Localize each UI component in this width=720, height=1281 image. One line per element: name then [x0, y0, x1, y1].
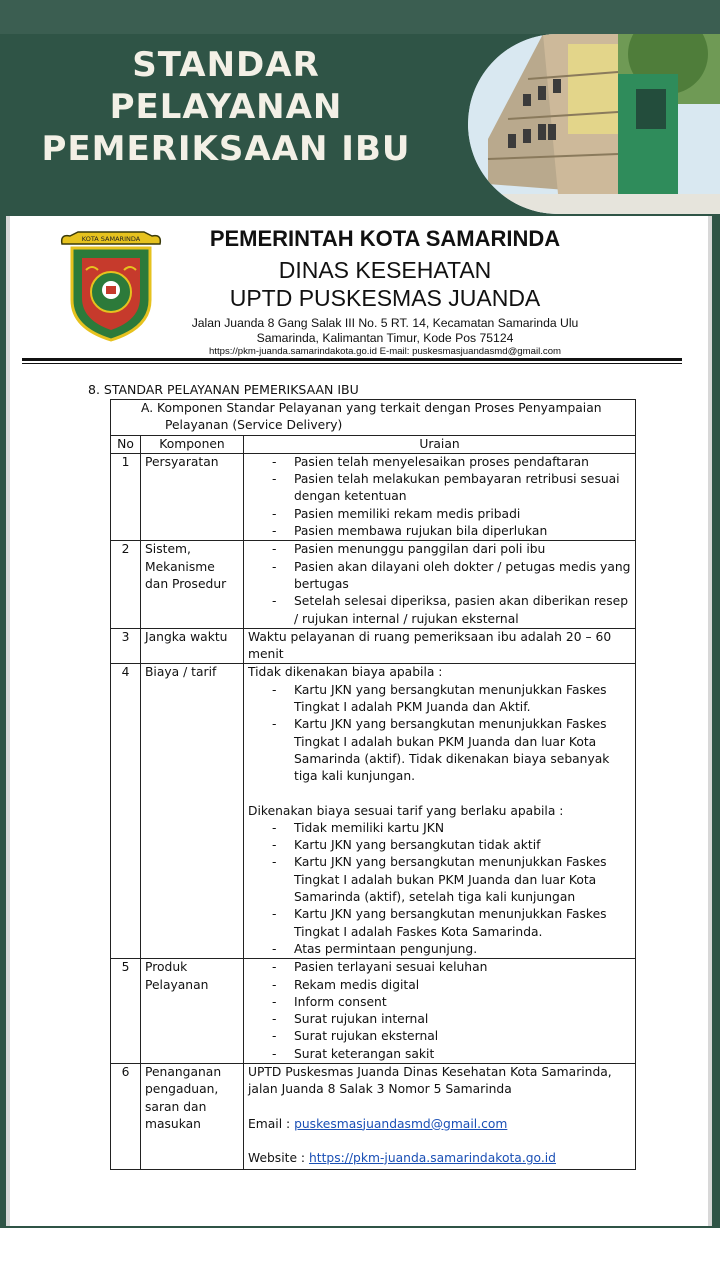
table-row [111, 959, 636, 1064]
list-item: - Pasien membawa rujukan bila diperlukan [248, 523, 631, 540]
list-item: - Inform consent [248, 994, 631, 1011]
complaint-address: UPTD Puskesmas Juanda Dinas Kesehatan Kota Samarinda, jalan Juanda 8 Salak 3 Nomor 5 Samarinda [248, 1064, 612, 1097]
top-strip [0, 0, 720, 34]
caption-line1: A. Komponen Standar Pelayanan yang terkait dengan Proses Penyampaian [141, 401, 602, 415]
list-item: - Kartu JKN yang bersangkutan menunjukkan Faskes Tingkat I adalah bukan PKM Juanda dan luar Kota Samarinda (aktif). Tidak dikenakan biaya sebanyak tiga kali kunjungan. [248, 716, 631, 785]
table-caption-row [111, 400, 636, 436]
website-link[interactable]: https://pkm-juanda.samarindakota.go.id [308, 1150, 556, 1165]
list-item: - Pasien akan dilayani oleh dokter / petugas medis yang bertugas [248, 559, 631, 594]
logo-ribbon-text: KOTA SAMARINDA [81, 235, 141, 243]
komponen-line: Pelayanan [145, 977, 209, 992]
list-item: - Tidak memiliki kartu JKN [248, 820, 631, 837]
footer-area [0, 1228, 720, 1281]
komponen-line: dan Prosedur [145, 576, 227, 591]
table-row [111, 1063, 636, 1169]
list-item: - Kartu JKN yang bersangkutan menunjukkan Faskes Tingkat I adalah Faskes Kota Samarinda. [248, 906, 631, 941]
row-no: 1 [111, 453, 141, 540]
table-row [111, 453, 636, 540]
letterhead-government: PEMERINTAH KOTA SAMARINDA [209, 226, 561, 251]
banner-title-line1: STANDAR PELAYANAN [109, 45, 343, 127]
row-uraian [244, 664, 636, 959]
list-item: - Surat rujukan eksternal [248, 1028, 631, 1045]
komponen-line: pengaduan, [145, 1082, 219, 1097]
row-komponen [141, 541, 244, 628]
row-no: 4 [111, 664, 141, 959]
list-item: - Pasien telah melakukan pembayaran retribusi sesuai dengan ketentuan [248, 471, 631, 506]
table-header-row [111, 435, 636, 453]
table-caption [111, 400, 636, 436]
service-standard-table [110, 399, 636, 1170]
building-illustration [468, 34, 720, 214]
row-uraian [244, 1063, 636, 1169]
table-row [111, 541, 636, 628]
building-photo [468, 34, 720, 214]
address-line1: Jalan Juanda 8 Gang Salak III No. 5 RT. 14, Kecamatan Samarinda Ulu [191, 316, 579, 330]
website-label: Website : [248, 1150, 309, 1165]
row-komponen [141, 959, 244, 1064]
row-komponen: Biaya / tarif [141, 664, 244, 959]
komponen-line: Produk [145, 960, 188, 975]
list-item: - Pasien terlayani sesuai keluhan [248, 959, 631, 976]
banner-title-line2: PEMERIKSAAN IBU [41, 129, 411, 169]
row-komponen [141, 1063, 244, 1169]
list-item: - Surat keterangan sakit [248, 1046, 631, 1063]
banner-title [16, 44, 436, 170]
list-item: - Pasien menunggu panggilan dari poli ibu [248, 541, 631, 558]
list-item: - Pasien memiliki rekam medis pribadi [248, 506, 631, 523]
email-label: Email : [248, 1116, 295, 1131]
address-line2: Samarinda, Kalimantan Timur, Kode Pos 75124 [256, 331, 514, 345]
list-item: - Kartu JKN yang bersangkutan menunjukkan Faskes Tingkat I adalah bukan PKM Juanda dan luar Kota Samarinda (aktif), setelah tiga kali kunjungan [248, 854, 631, 906]
list-item: - Kartu JKN yang bersangkutan menunjukkan Faskes Tingkat I adalah PKM Juanda dan Aktif. [248, 682, 631, 717]
email-link[interactable]: puskesmasjuandasmd@gmail.com [294, 1116, 508, 1131]
letterhead-unit: UPTD PUSKESMAS JUANDA [229, 285, 541, 311]
row-uraian [244, 541, 636, 628]
letterhead-agency: DINAS KESEHATAN [278, 257, 492, 283]
letterhead-address [170, 316, 600, 346]
list-item: - Setelah selesai diperiksa, pasien akan diberikan resep / rujukan internal / rujukan eksternal [248, 593, 631, 628]
row-no: 5 [111, 959, 141, 1064]
list-item: - Atas permintaan pengunjung. [248, 941, 631, 958]
row-uraian [244, 453, 636, 540]
section-heading: 8. STANDAR PELAYANAN PEMERIKSAAN IBU [88, 382, 359, 397]
list-item: - Surat rujukan internal [248, 1011, 631, 1028]
letterhead-contact: https://pkm-juanda.samarindakota.go.id E-mail: puskesmasjuandasmd@gmail.com [208, 346, 562, 357]
row-uraian: Waktu pelayanan di ruang pemeriksaan ibu adalah 20 – 60 menit [244, 628, 636, 664]
complaint-email [248, 1116, 631, 1133]
table-row [111, 664, 636, 959]
complaint-website [248, 1150, 631, 1169]
komponen-line: saran dan [145, 1099, 207, 1114]
city-emblem-logo [56, 230, 166, 342]
fee-intro-free: Tidak dikenakan biaya apabila : [248, 665, 443, 680]
row-komponen: Jangka waktu [141, 628, 244, 664]
header-komponen: Komponen [141, 435, 244, 453]
list-item: - Kartu JKN yang bersangkutan tidak aktif [248, 837, 631, 854]
row-no: 2 [111, 541, 141, 628]
header-no: No [111, 435, 141, 453]
list-item: - Pasien telah menyelesaikan proses pendaftaran [248, 454, 631, 471]
letterhead-rule-thin [22, 363, 682, 364]
caption-line2: Pelayanan (Service Delivery) [165, 418, 343, 433]
komponen-line: Sistem, [145, 542, 191, 557]
list-item: - Rekam medis digital [248, 977, 631, 994]
row-no: 3 [111, 628, 141, 664]
komponen-line: masukan [145, 1116, 201, 1131]
row-uraian [244, 959, 636, 1064]
row-no: 6 [111, 1063, 141, 1169]
row-komponen: Persyaratan [141, 453, 244, 540]
header-uraian: Uraian [244, 435, 636, 453]
fee-intro-charged: Dikenakan biaya sesuai tarif yang berlaku apabila : [248, 803, 564, 818]
letterhead-rule-thick [22, 358, 682, 361]
komponen-line: Mekanisme [145, 559, 215, 574]
komponen-line: Penanganan [145, 1064, 222, 1079]
table-row [111, 628, 636, 664]
